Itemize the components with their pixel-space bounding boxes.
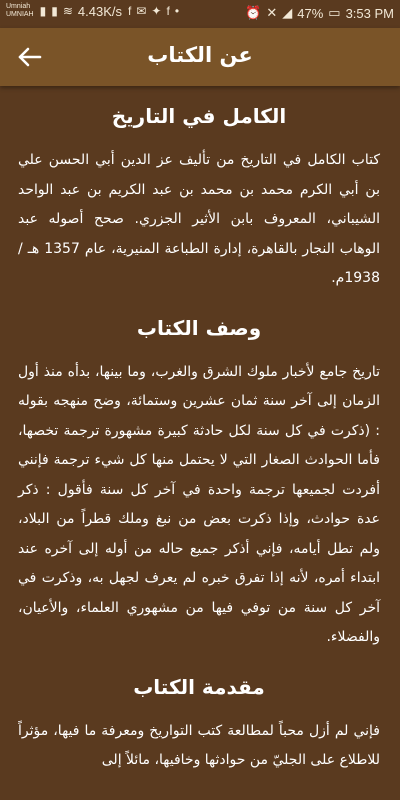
signal-icon-2: ▮ bbox=[51, 4, 58, 18]
status-bar bbox=[0, 0, 400, 28]
alarm-off-icon: ⏰ bbox=[245, 5, 262, 20]
carrier-label bbox=[6, 3, 34, 19]
introduction-paragraph: فإني لم أزل محباً لمطالعة كتب التواريخ ومعرفة ما فيها، مؤثراً للاطلاع على الجليّ من حوادثها وخافيها، مائلاً إلى bbox=[18, 722, 380, 768]
page-title: عن الكتاب bbox=[147, 43, 253, 67]
wifi-icon: ≋ bbox=[62, 4, 73, 18]
description-heading: وصف الكتاب bbox=[136, 315, 262, 340]
book-title-heading: الكامل في التاريخ bbox=[111, 104, 287, 128]
about-book-content[interactable] bbox=[0, 86, 400, 800]
status-left bbox=[6, 3, 184, 19]
twitter-icon: ✦ bbox=[151, 4, 162, 18]
carrier-line1: Umniah bbox=[6, 3, 31, 10]
introduction-heading: مقدمة الكتاب bbox=[133, 674, 265, 699]
carrier-line2: UMNIAH bbox=[6, 11, 34, 18]
status-right bbox=[240, 5, 394, 21]
signal-bars-icon: ◢ bbox=[282, 5, 293, 20]
facebook-icon: f bbox=[128, 4, 132, 18]
facebook-icon-2: f bbox=[166, 4, 170, 18]
battery-icon: ▭ bbox=[328, 5, 341, 20]
signal-icon: ▮ bbox=[39, 4, 47, 18]
app-bar bbox=[0, 28, 400, 86]
messenger-icon: ✉ bbox=[136, 4, 147, 18]
more-dots-icon: • bbox=[174, 4, 180, 18]
clock: 3:53 PM bbox=[345, 5, 394, 21]
net-speed: 4.43K/s bbox=[77, 3, 122, 19]
description-paragraph: تاريخ جامع لأخبار ملوك الشرق والغرب، وما بينها، بدأه منذ أول الزمان إلى آخر سنة ثمان عشرين وستمائة، وضح منهجه بقوله : (ذكرت في كل سنة لكل حادثة كبيرة مشهورة ترجمة تخصها، فأما الحوادث الصغار التي لا يحتمل منها كل شيء ترجمة فإنني أفردت لجميعها ترجمة واحدة في آخر كل سنة فأقول : ذكر عدة حوادث، وإذا ذكرت بعض من نبغ وملك قطراً من البلاد، ولم تطل أيامه، فإني أذكر جميع حاله من أوله إلى آخره عند ابتداء أمره، لأنه إذا تفرق خبره لم يعرف لجهل به، وذكرت في آخر كل سنة من توفي فيها من مشهوري العلماء، والأعيان، والفضلاء. bbox=[18, 363, 380, 645]
mute-icon: ✕ bbox=[266, 5, 278, 20]
battery-percent: 47% bbox=[297, 5, 324, 21]
book-info-paragraph: كتاب الكامل في التاريخ من تأليف عز الدين أبي الحسن علي بن أبي الكرم محمد بن محمد بن عبد الكريم بن عبد الواحد الشيباني، المعروف بابن الأثير الجزري. صحح أصوله عبد الوهاب النجار بالقاهرة، إدارة الطباعة المنيرية، عام 1357 هـ / 1938م. bbox=[18, 152, 381, 286]
